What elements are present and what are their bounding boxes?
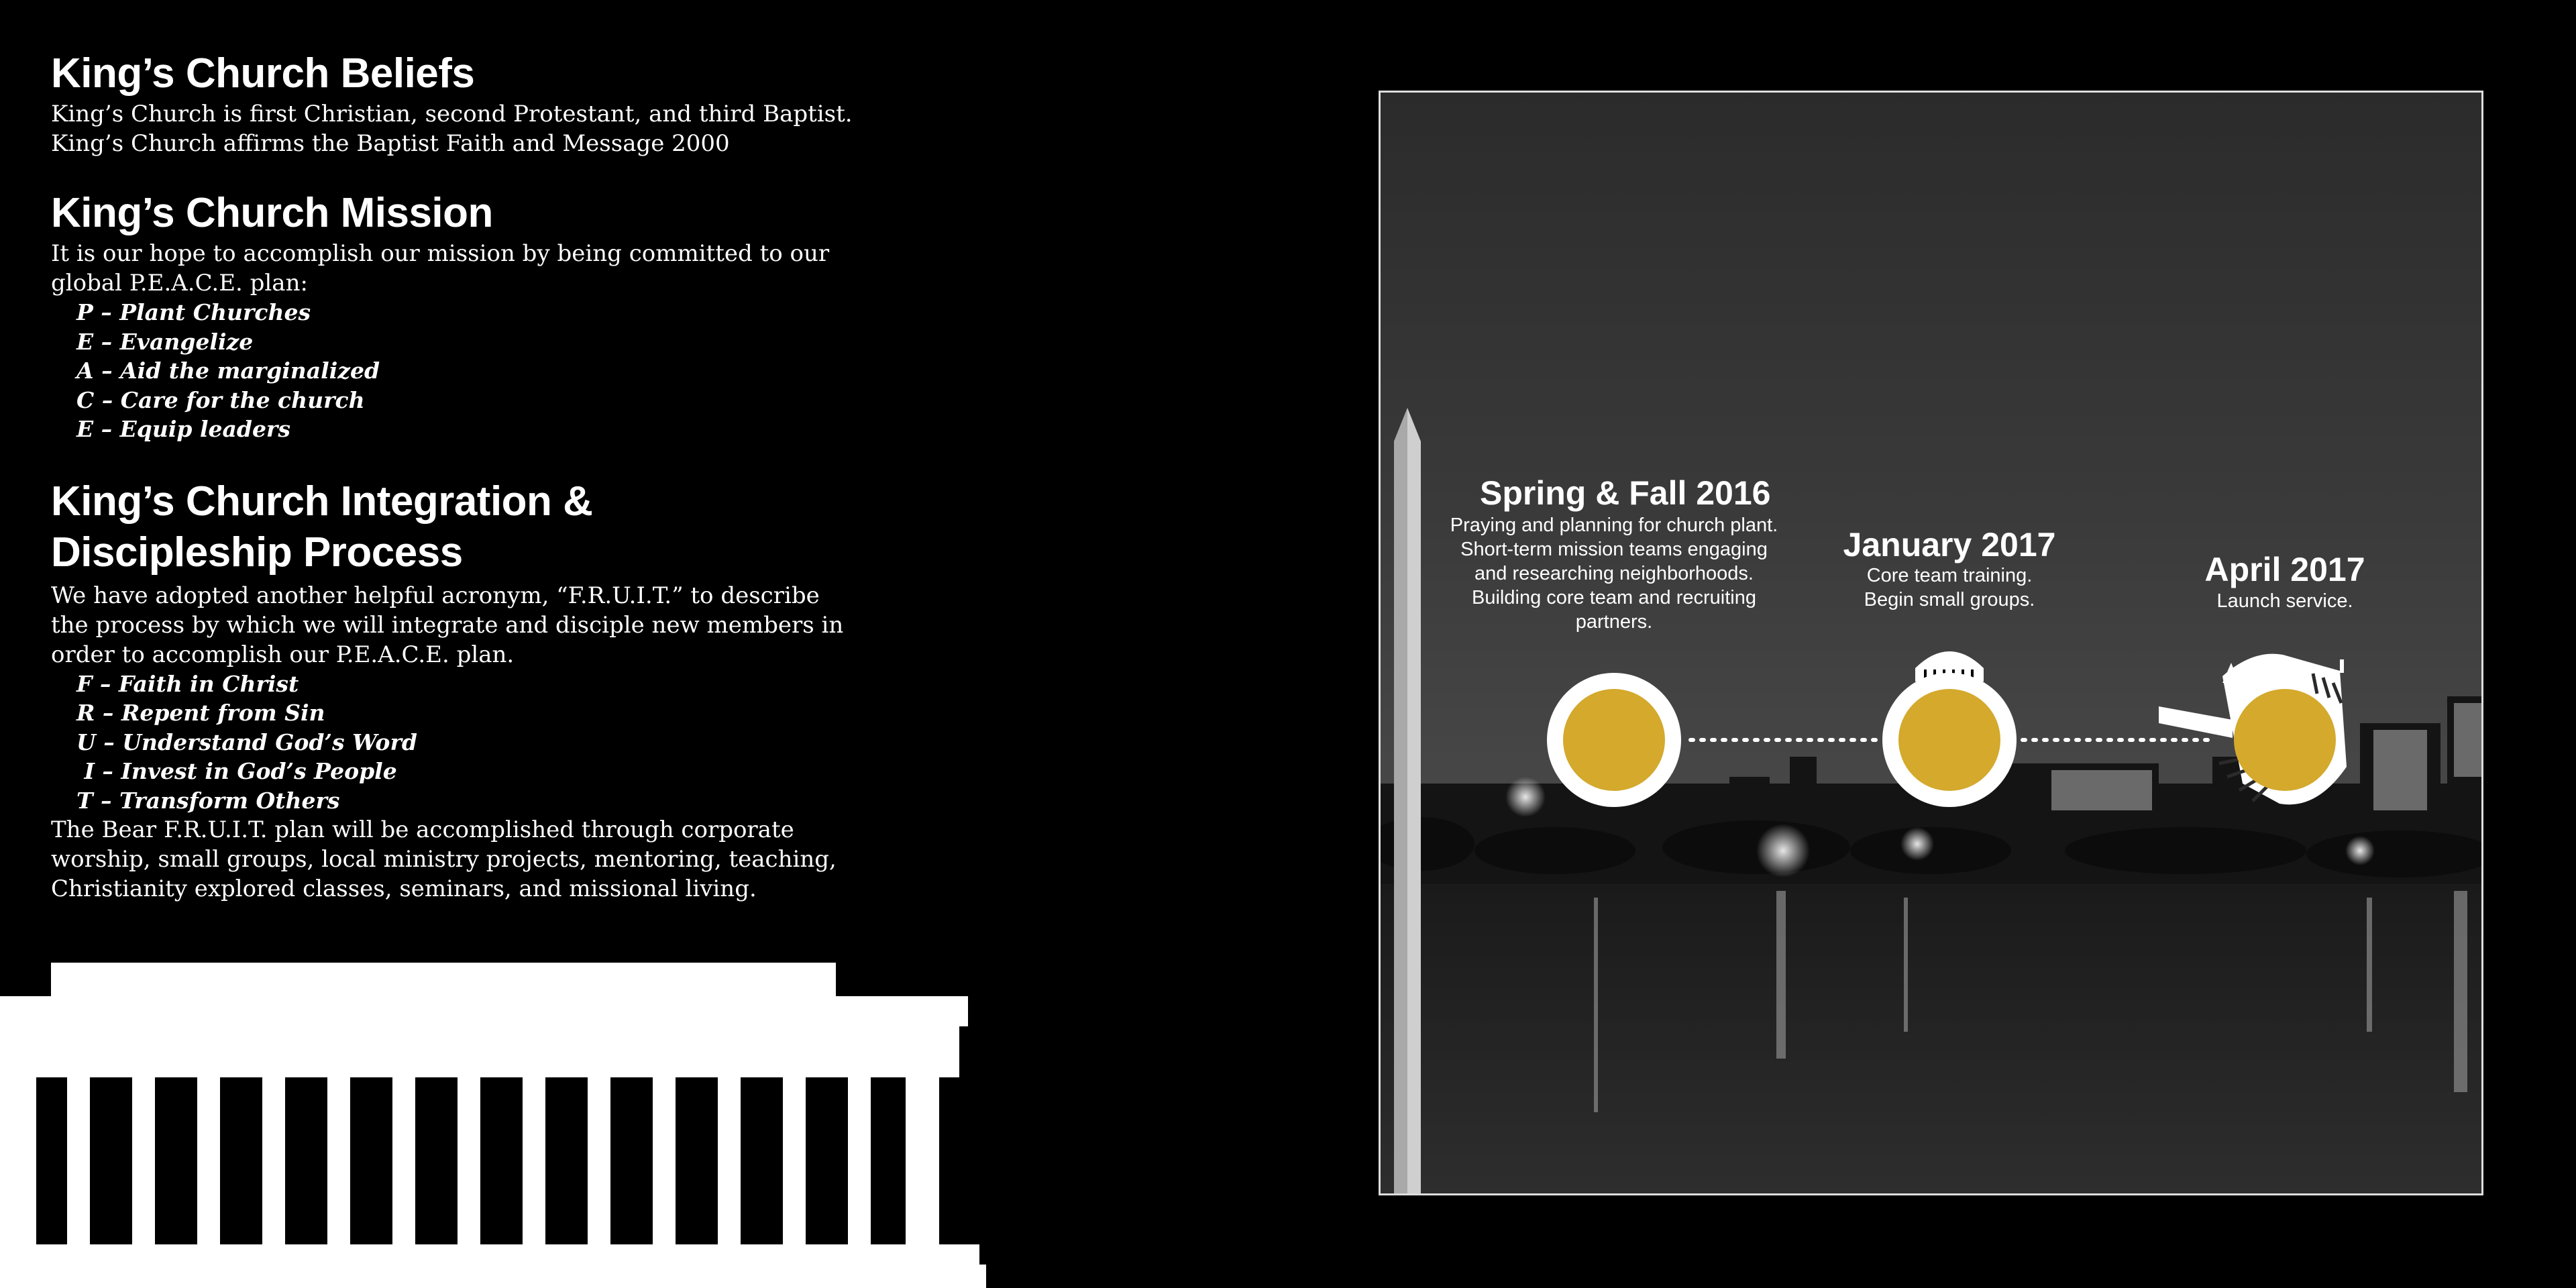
milestone-description-line: partners. xyxy=(1575,611,1653,633)
peace-item: E – Evangelize xyxy=(76,328,254,355)
milestone-description-line: Launch service. xyxy=(2216,590,2353,612)
closing-line: The Bear F.R.U.I.T. plan will be accomplished through corporate xyxy=(51,816,794,843)
left-page-text xyxy=(51,48,896,904)
milestone-description-line: Praying and planning for church plant. xyxy=(1450,515,1778,536)
integration-intro-line: We have adopted another helpful acronym, “F.R.U.I.T.” to describe xyxy=(51,582,820,609)
milestone-dot xyxy=(1898,689,2000,791)
milestone-title: Spring & Fall 2016 xyxy=(1480,474,1771,512)
mission-intro-line: It is our hope to accomplish our mission by being committed to our xyxy=(51,240,830,267)
milestone-title: January 2017 xyxy=(1843,526,2056,564)
fruit-item: U – Understand God’s Word xyxy=(76,729,417,755)
peace-item: E – Equip leaders xyxy=(76,416,290,442)
integration-intro-line: order to accomplish our P.E.A.C.E. plan. xyxy=(51,641,515,668)
milestone-dot xyxy=(2234,689,2336,791)
fruit-item: T – Transform Others xyxy=(76,787,340,814)
timeline-connector xyxy=(1381,93,2483,1195)
milestone-description xyxy=(1426,513,1802,634)
lincoln-memorial-silhouette xyxy=(0,963,986,1288)
plain-circle-icon xyxy=(1547,673,1681,807)
milestone-title: April 2017 xyxy=(2204,551,2365,588)
capitol-building-icon xyxy=(2159,654,2347,805)
beliefs-line: King’s Church is first Christian, second Protestant, and third Baptist. xyxy=(51,101,853,127)
fruit-item: R – Repent from Sin xyxy=(76,700,325,726)
milestone-dot xyxy=(1563,689,1665,791)
fruit-item: I – Invest in God’s People xyxy=(76,758,397,784)
milestone-description xyxy=(1829,564,2070,612)
integration-heading: King’s Church Integration & xyxy=(51,478,593,525)
closing-line: worship, small groups, local ministry projects, mentoring, teaching, xyxy=(51,846,837,873)
fruit-list xyxy=(76,669,896,816)
peace-item: A – Aid the marginalized xyxy=(76,358,380,384)
jefferson-memorial-icon xyxy=(1882,651,2017,807)
mission-heading: King’s Church Mission xyxy=(51,190,493,236)
beliefs-line: King’s Church affirms the Baptist Faith and Message 2000 xyxy=(51,130,730,157)
integration-intro-line: the process by which we will integrate and disciple new members in xyxy=(51,611,844,639)
mission-intro-line: global P.E.A.C.E. plan: xyxy=(51,270,308,297)
milestone-description-line: and researching neighborhoods. xyxy=(1474,563,1754,584)
timeline-photo-panel xyxy=(1379,91,2483,1195)
milestone-description-line: Begin small groups. xyxy=(1864,589,2035,610)
milestone-description-line: Short-term mission teams engaging xyxy=(1460,539,1768,560)
beliefs-heading: King’s Church Beliefs xyxy=(51,50,475,97)
integration-heading: Discipleship Process xyxy=(51,529,463,576)
closing-line: Christianity explored classes, seminars, and missional living. xyxy=(51,875,757,902)
peace-item: P – Plant Churches xyxy=(76,299,311,325)
milestone-description-line: Building core team and recruiting xyxy=(1472,587,1756,608)
peace-item: C – Care for the church xyxy=(76,386,365,413)
fruit-item: F – Faith in Christ xyxy=(76,670,299,697)
milestone-description-line: Core team training. xyxy=(1866,565,2033,586)
milestone-description xyxy=(2178,589,2392,613)
peace-list xyxy=(76,298,896,444)
